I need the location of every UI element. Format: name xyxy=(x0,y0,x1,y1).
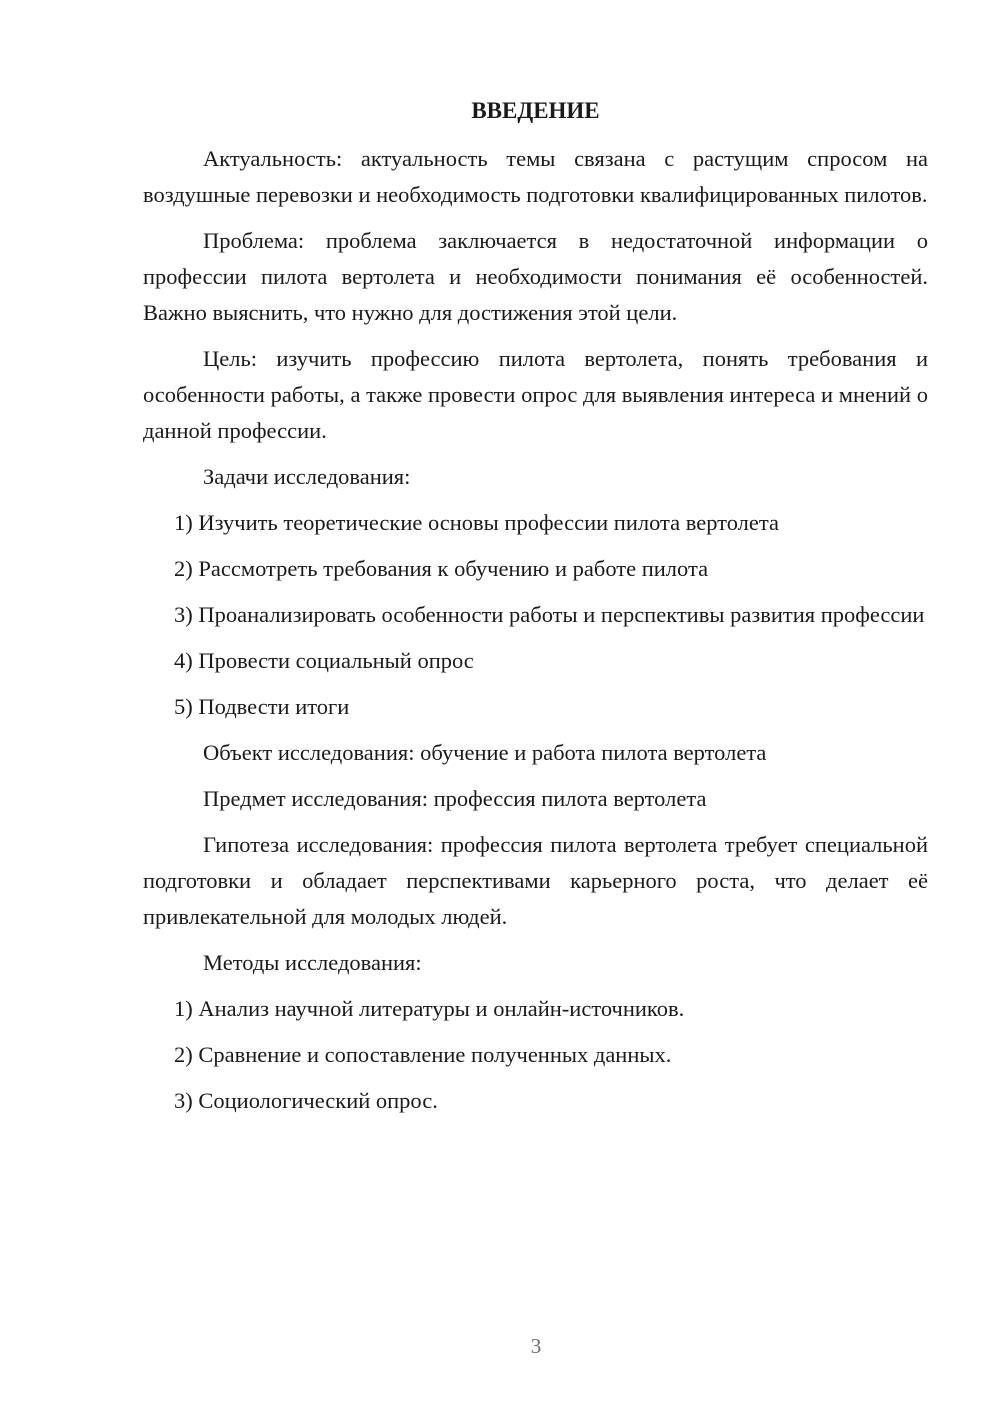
hypothesis-paragraph: Гипотеза исследования: профессия пилота вертолета требует специальной подготовки и обладает перспективами карьерного роста, что делает её привлекательной для молодых людей. xyxy=(143,832,928,929)
method-item: 1) Анализ научной литературы и онлайн-источников. xyxy=(174,996,685,1021)
method-item: 2) Сравнение и сопоставление полученных данных. xyxy=(174,1042,672,1067)
method-item: 3) Социологический опрос. xyxy=(174,1088,438,1113)
task-item: 2) Рассмотреть требования к обучению и работе пилота xyxy=(174,556,709,581)
subject-paragraph: Предмет исследования: профессия пилота вертолета xyxy=(203,786,707,811)
task-item: 4) Провести социальный опрос xyxy=(174,648,474,673)
task-item: 5) Подвести итоги xyxy=(174,694,350,719)
problem-paragraph: Проблема: проблема заключается в недостаточной информации о профессии пилота вертолета и необходимости понимания её особенностей. Важно выяснить, что нужно для достижения этой цели. xyxy=(143,228,928,325)
page-number: 3 xyxy=(530,1334,542,1358)
goal-paragraph: Цель: изучить профессию пилота вертолета, понять требования и особенности работы, а также провести опрос для выявления интереса и мнений о данной профессии. xyxy=(143,346,928,443)
document-page xyxy=(143,97,928,1129)
methods-heading: Методы исследования: xyxy=(203,950,422,975)
object-paragraph: Объект исследования: обучение и работа пилота вертолета xyxy=(203,740,767,765)
section-title: ВВЕДЕНИЕ xyxy=(471,98,600,123)
relevance-paragraph: Актуальность: актуальность темы связана с растущим спросом на воздушные перевозки и необходимость подготовки квалифицированных пилотов. xyxy=(143,146,928,207)
task-item: 1) Изучить теоретические основы профессии пилота вертолета xyxy=(174,510,779,535)
tasks-heading: Задачи исследования: xyxy=(203,464,411,489)
task-item: 3) Проанализировать особенности работы и перспективы развития профессии xyxy=(174,602,925,627)
